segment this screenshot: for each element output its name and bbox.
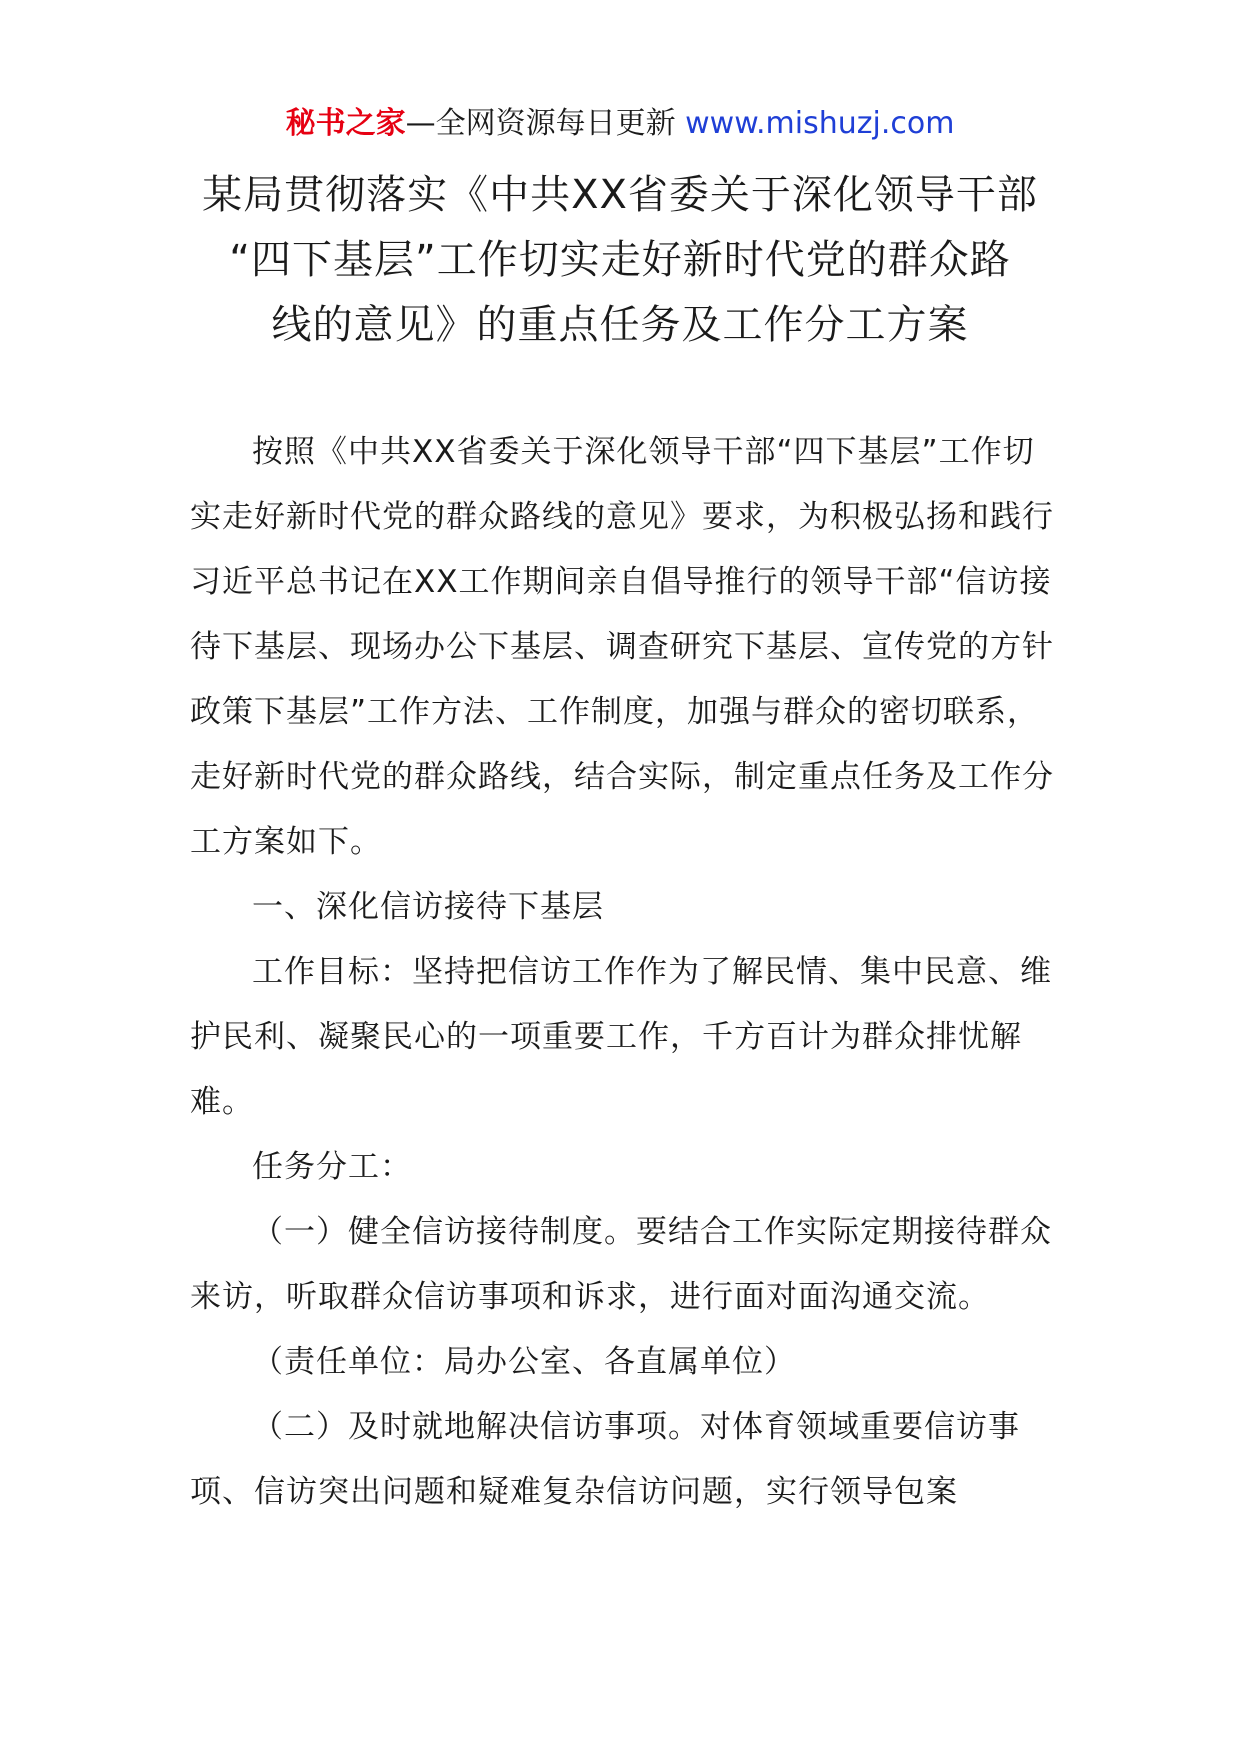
document-title: [170, 163, 1070, 358]
work-goal-paragraph: 工作目标：坚持把信访工作作为了解民情、集中民意、维护民利、凝聚民心的一项重要工作，千方百计为群众排忧解难。: [190, 954, 1052, 1120]
brand-name: 秘书之家: [285, 106, 406, 141]
title-line: “四下基层”工作切实走好新时代党的群众路: [229, 237, 1011, 283]
site-link[interactable]: www.mishuzj.com: [685, 106, 955, 141]
document-body: [190, 420, 1060, 1525]
task-item-1: （一）健全信访接待制度。要结合工作实际定期接待群众来访，听取群众信访事项和诉求，进行面对面沟通交流。: [190, 1214, 1052, 1315]
title-line: 线的意见》的重点任务及工作分工方案: [271, 302, 969, 348]
responsible-units: （责任单位：局办公室、各直属单位）: [252, 1344, 796, 1380]
title-line: 某局贯彻落实《中共XX省委关于深化领导干部: [202, 172, 1038, 218]
task-division-label: 任务分工：: [252, 1149, 412, 1185]
intro-paragraph: 按照《中共XX省委关于深化领导干部“四下基层”工作切实走好新时代党的群众路线的意见》要求，为积极弘扬和践行习近平总书记在XX工作期间亲自倡导推行的领导干部“信访接待下基层、现场办公下基层、调查研究下基层、宣传党的方针政策下基层”工作方法、工作制度，加强与群众的密切联系，走好新时代党的群众路线，结合实际，制定重点任务及工作分工方案如下。: [190, 434, 1054, 860]
section-heading: 一、深化信访接待下基层: [252, 889, 604, 925]
task-item-2: （二）及时就地解决信访事项。对体育领域重要信访事项、信访突出问题和疑难复杂信访问题，实行领导包案: [190, 1409, 1020, 1510]
watermark-header: [0, 104, 1240, 144]
brand-tagline: —全网资源每日更新: [405, 106, 676, 141]
